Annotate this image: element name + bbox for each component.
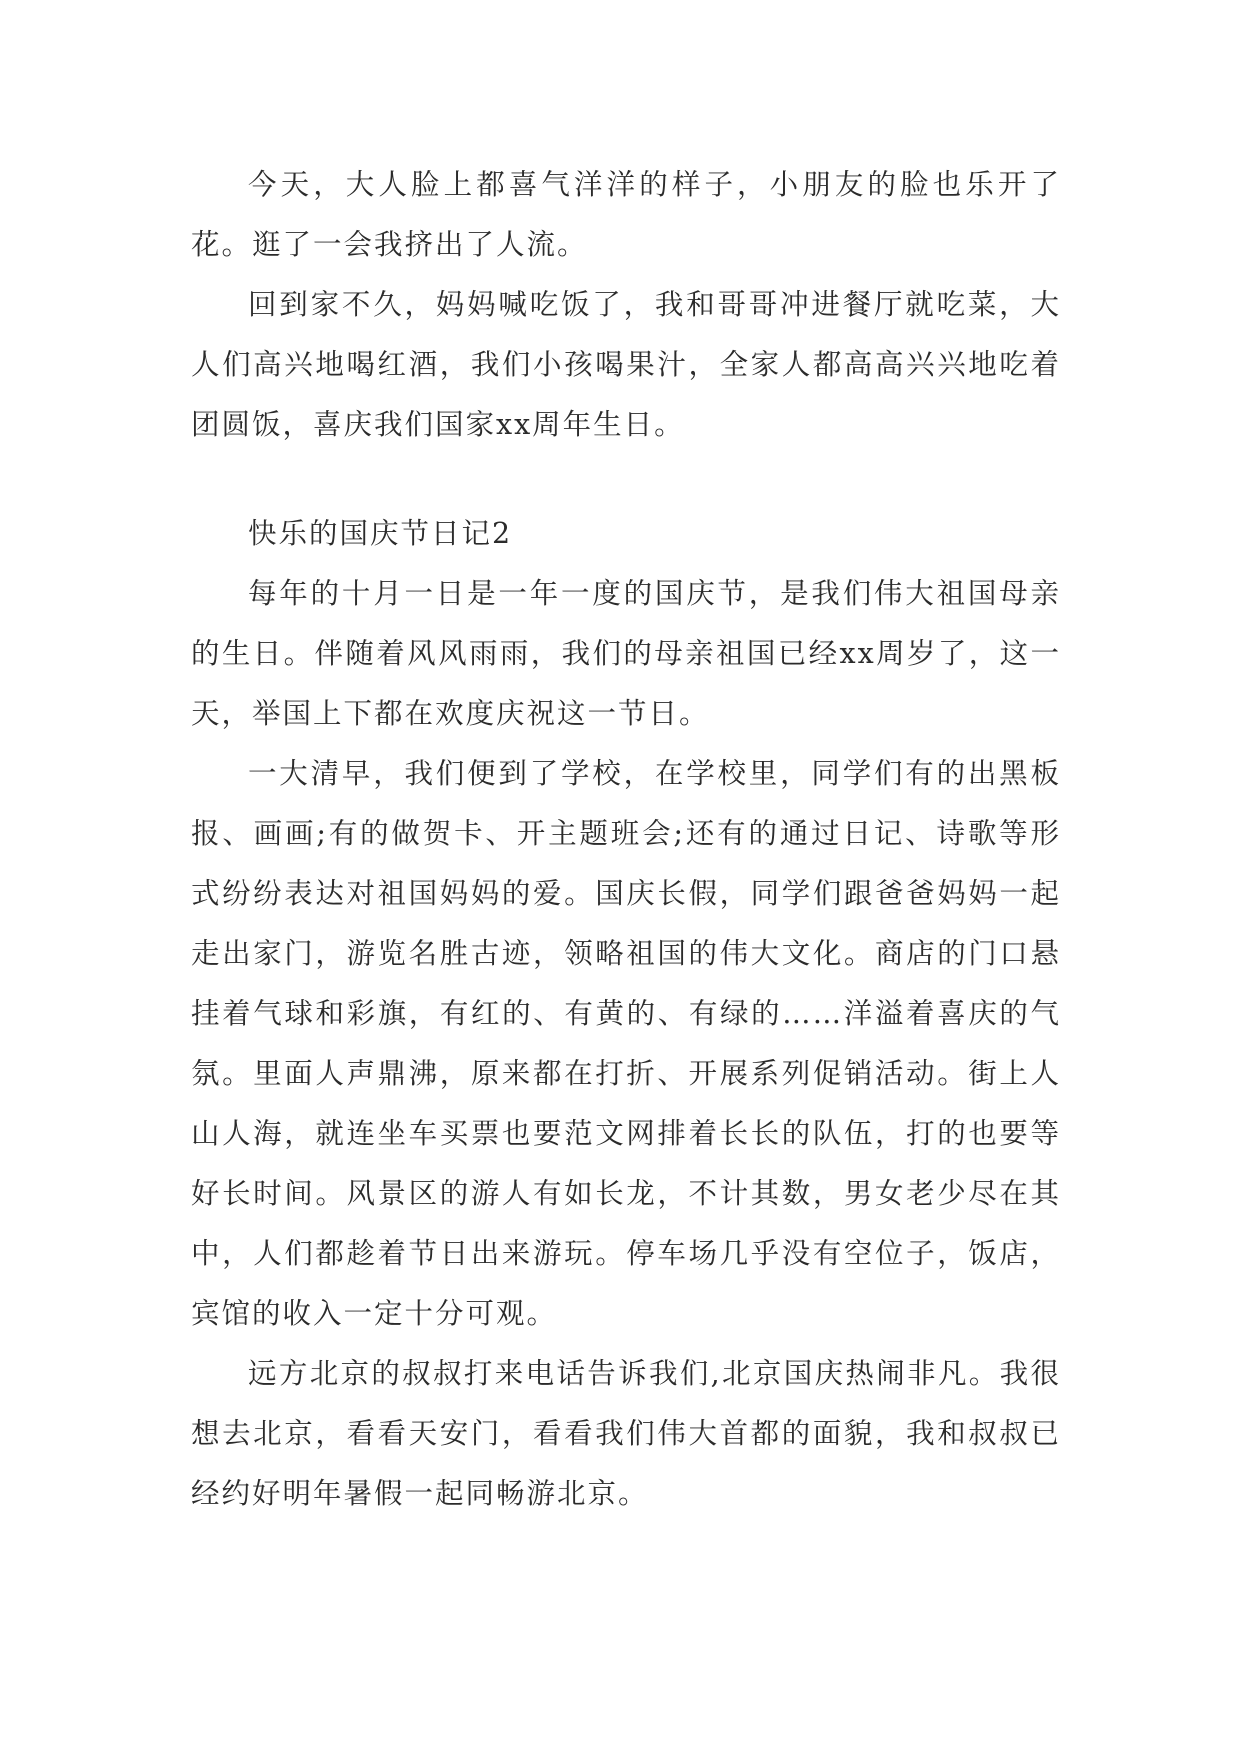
section-one: [191, 155, 1061, 455]
paragraph: 每年的十月一日是一年一度的国庆节，是我们伟大祖国母亲的生日。伴随着风风雨雨，我们的母亲祖国已经xx周岁了，这一天，举国上下都在欢度庆祝这一节日。: [191, 577, 1061, 730]
section-two: [191, 504, 1061, 1524]
paragraph: 今天，大人脸上都喜气洋洋的样子，小朋友的脸也乐开了花。逛了一会我挤出了人流。: [191, 168, 1061, 261]
paragraph: 回到家不久，妈妈喊吃饭了，我和哥哥冲进餐厅就吃菜，大人们高兴地喝红酒，我们小孩喝果汁，全家人都高高兴兴地吃着团圆饭，喜庆我们国家xx周年生日。: [191, 288, 1061, 441]
paragraph: 一大清早，我们便到了学校，在学校里，同学们有的出黑板报、画画;有的做贺卡、开主题班会;还有的通过日记、诗歌等形式纷纷表达对祖国妈妈的爱。国庆长假，同学们跟爸爸妈妈一起走出家门，游览名胜古迹，领略祖国的伟大文化。商店的门口悬挂着气球和彩旗，有红的、有黄的、有绿的……洋溢着喜庆的气氛。里面人声鼎沸，原来都在打折、开展系列促销活动。街上人山人海，就连坐车买票也要范文网排着长长的队伍，打的也要等好长时间。风景区的游人有如长龙，不计其数，男女老少尽在其中，人们都趁着节日出来游玩。停车场几乎没有空位子，饭店，宾馆的收入一定十分可观。: [191, 757, 1061, 1330]
section-title: 快乐的国庆节日记2: [248, 517, 513, 550]
paragraph: 远方北京的叔叔打来电话告诉我们,北京国庆热闹非凡。我很想去北京，看看天安门，看看我们伟大首都的面貌，我和叔叔已经约好明年暑假一起同畅游北京。: [191, 1357, 1061, 1510]
